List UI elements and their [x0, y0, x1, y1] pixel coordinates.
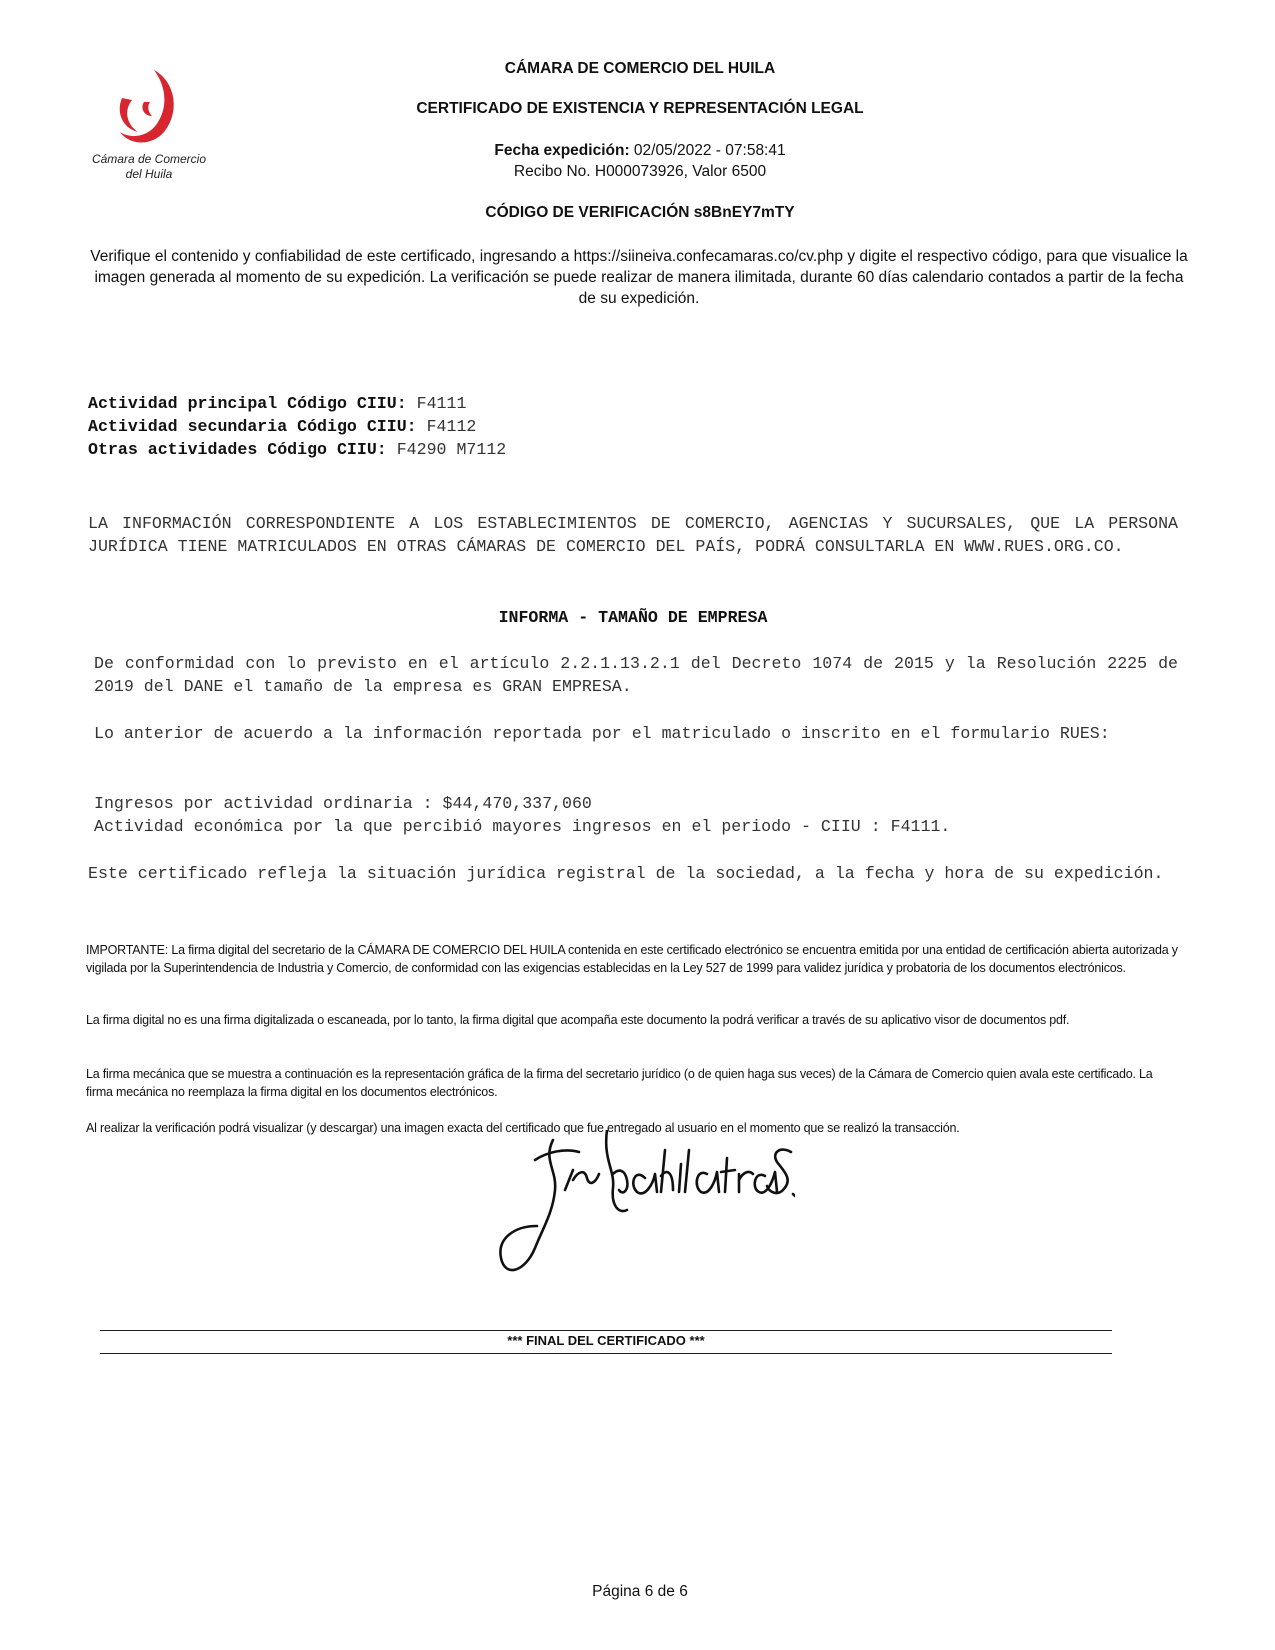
- logo-line-1: Cámara de Comercio: [91, 152, 207, 166]
- ciiu-principal: [88, 392, 506, 415]
- note-firma-mecanica: La firma mecánica que se muestra a continuación es la representación gráfica de la firma del secretario jurídico (o de quien haga sus veces) de la Cámara de Comercio quien avala este certificado. La firma mecánica no reemplaza la firma digital en los documentos electrónicos.: [86, 1067, 1153, 1099]
- situacion-paragraph: Este certificado refleja la situación jurídica registral de la sociedad, a la fecha y hora de su expedición.: [88, 864, 1164, 883]
- fecha-expedicion: [300, 142, 980, 160]
- codigo-verificacion: CÓDIGO DE VERIFICACIÓN s8BnEY7mTY: [485, 204, 795, 221]
- ciiu-secundaria-value: F4112: [426, 417, 477, 436]
- camara-logo: [86, 68, 216, 188]
- ciiu-otras: [88, 438, 506, 461]
- establecimientos-paragraph: LA INFORMACIÓN CORRESPONDIENTE A LOS ESTABLECIMIENTOS DE COMERCIO, AGENCIAS Y SUCURSALES, QUE LA PERSONA JURÍDICA TIENE MATRICULADOS EN OTRAS CÁMARAS DE COMERCIO DEL PAÍS, PODRÁ CONSULTARLA EN WWW.RUES.ORG.CO.: [88, 514, 1178, 556]
- final-certificado: *** FINAL DEL CERTIFICADO ***: [507, 1333, 705, 1348]
- informa-anterior: Lo anterior de acuerdo a la información reportada por el matriculado o inscrito en el formulario RUES:: [94, 724, 1110, 743]
- recibo: Recibo No. H000073926, Valor 6500: [513, 163, 767, 180]
- page-number: Página 6 de 6: [592, 1583, 688, 1600]
- informa-ingresos-block: [94, 792, 1178, 838]
- final-rule-bottom: [100, 1353, 1112, 1354]
- ciiu-secundaria-label: Actividad secundaria Código CIIU:: [88, 417, 417, 436]
- logo-line-2: del Huila: [125, 167, 173, 181]
- handwritten-signature-icon: [495, 1130, 795, 1285]
- verify-paragraph: Verifique el contenido y confiabilidad de este certificado, ingresando a https://siineiva.confecamaras.co/cv.php y digite el respectivo código, para que visualice la imagen generada al momento de su expedición. La verificación se puede realizar de manera ilimitada, durante 60 días calendario contados a partir de la fecha de su expedición.: [90, 248, 1188, 307]
- note-importante: IMPORTANTE: La firma digital del secretario de la CÁMARA DE COMERCIO DEL HUILA contenida en este certificado electrónico se encuentra emitida por una entidad de certificación abierta autorizada y vigilada por la Superintendencia de Industria y Comercio, de conformidad con las exigencias establecidas en la Ley 527 de 1999 para validez jurídica y probatoria de los documentos electrónicos.: [86, 943, 1178, 975]
- note-firma-digital: La firma digital no es una firma digitalizada o escaneada, por lo tanto, la firma digital que acompaña este documento la podrá verificar a través de su aplicativo visor de documentos pdf.: [86, 1013, 1070, 1027]
- final-rule-top: [100, 1330, 1112, 1331]
- ciiu-block: [88, 392, 506, 461]
- informa-ingresos: Ingresos por actividad ordinaria : $44,470,337,060: [94, 794, 592, 813]
- ciiu-otras-value: F4290 M7112: [396, 440, 507, 459]
- ciiu-secundaria: [88, 415, 506, 438]
- fecha-label: Fecha expedición:: [494, 142, 630, 159]
- org-name: CÁMARA DE COMERCIO DEL HUILA: [504, 60, 776, 77]
- document-title: CERTIFICADO DE EXISTENCIA Y REPRESENTACIÓN LEGAL: [416, 100, 864, 117]
- fecha-value: 02/05/2022 - 07:58:41: [633, 142, 786, 159]
- ciiu-otras-label: Otras actividades Código CIIU:: [88, 440, 387, 459]
- informa-title: INFORMA - TAMAÑO DE EMPRESA: [498, 608, 768, 627]
- ciiu-principal-value: F4111: [416, 394, 467, 413]
- informa-actividad: Actividad económica por la que percibió mayores ingresos en el periodo - CIIU : F4111.: [94, 817, 951, 836]
- camara-logo-swirl-icon: [114, 68, 184, 150]
- ciiu-principal-label: Actividad principal Código CIIU:: [88, 394, 407, 413]
- informa-conformidad: De conformidad con lo previsto en el artículo 2.2.1.13.2.1 del Decreto 1074 de 2015 y la Resolución 2225 de 2019 del DANE el tamaño de la empresa es GRAN EMPRESA.: [94, 654, 1178, 696]
- note-verificacion: Al realizar la verificación podrá visualizar (y descargar) una imagen exacta del certificado que fue entregado al usuario en el momento que se realizó la transacción.: [86, 1121, 960, 1135]
